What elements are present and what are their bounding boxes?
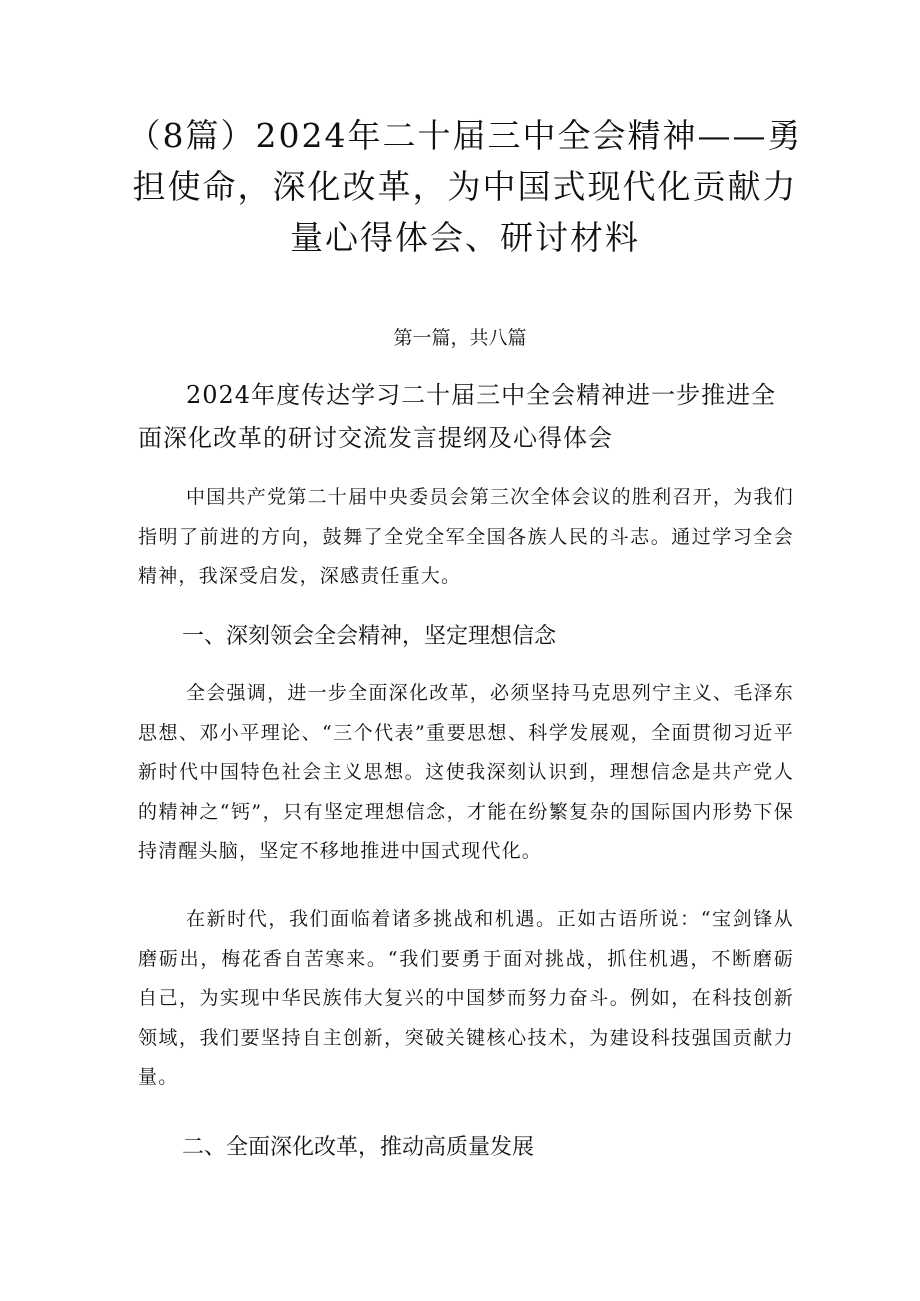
part-label: 第一篇，共八篇 <box>393 327 527 349</box>
section-heading-2: 二、全面深化改革，推动高质量发展 <box>182 1135 535 1160</box>
document-title: （8篇）2024年二十届三中全会精神——勇担使命，深化改革，为中国式现代化贡献力量心得体会、研讨材料 <box>127 116 803 257</box>
article-subtitle: 2024年度传达学习二十届三中全会精神进一步推进全面深化改革的研讨交流发言提纲及心得体会 <box>138 381 777 452</box>
intro-paragraph: 中国共产党第二十届中央委员会第三次全体会议的胜利召开，为我们指明了前进的方向，鼓舞了全党全军全国各族人民的斗志。通过学习全会精神，我深受启发，深感责任重大。 <box>138 486 794 587</box>
section-1-paragraph-2: 在新时代，我们面临着诸多挑战和机遇。正如古语所说：“宝剑锋从磨砺出，梅花香自苦寒来。“我们要勇于面对挑战，抓住机遇，不断磨砺自己，为实现中华民族伟大复兴的中国梦而努力奋斗。例如，在科技创新领域，我们要坚持自主创新，突破关键核心技术，为建设科技强国贡献力量。 <box>138 908 794 1088</box>
section-heading-1: 一、深刻领会全会精神，坚定理想信念 <box>182 624 557 649</box>
section-1-paragraph-1: 全会强调，进一步全面深化改革，必须坚持马克思列宁主义、毛泽东思想、邓小平理论、“三个代表”重要思想、科学发展观，全面贯彻习近平新时代中国特色社会主义思想。这使我深刻认识到，理想信念是共产党人的精神之“钙”，只有坚定理想信念，才能在纷繁复杂的国际国内形势下保持清醒头脑，坚定不移地推进中国式现代化。 <box>138 682 794 862</box>
